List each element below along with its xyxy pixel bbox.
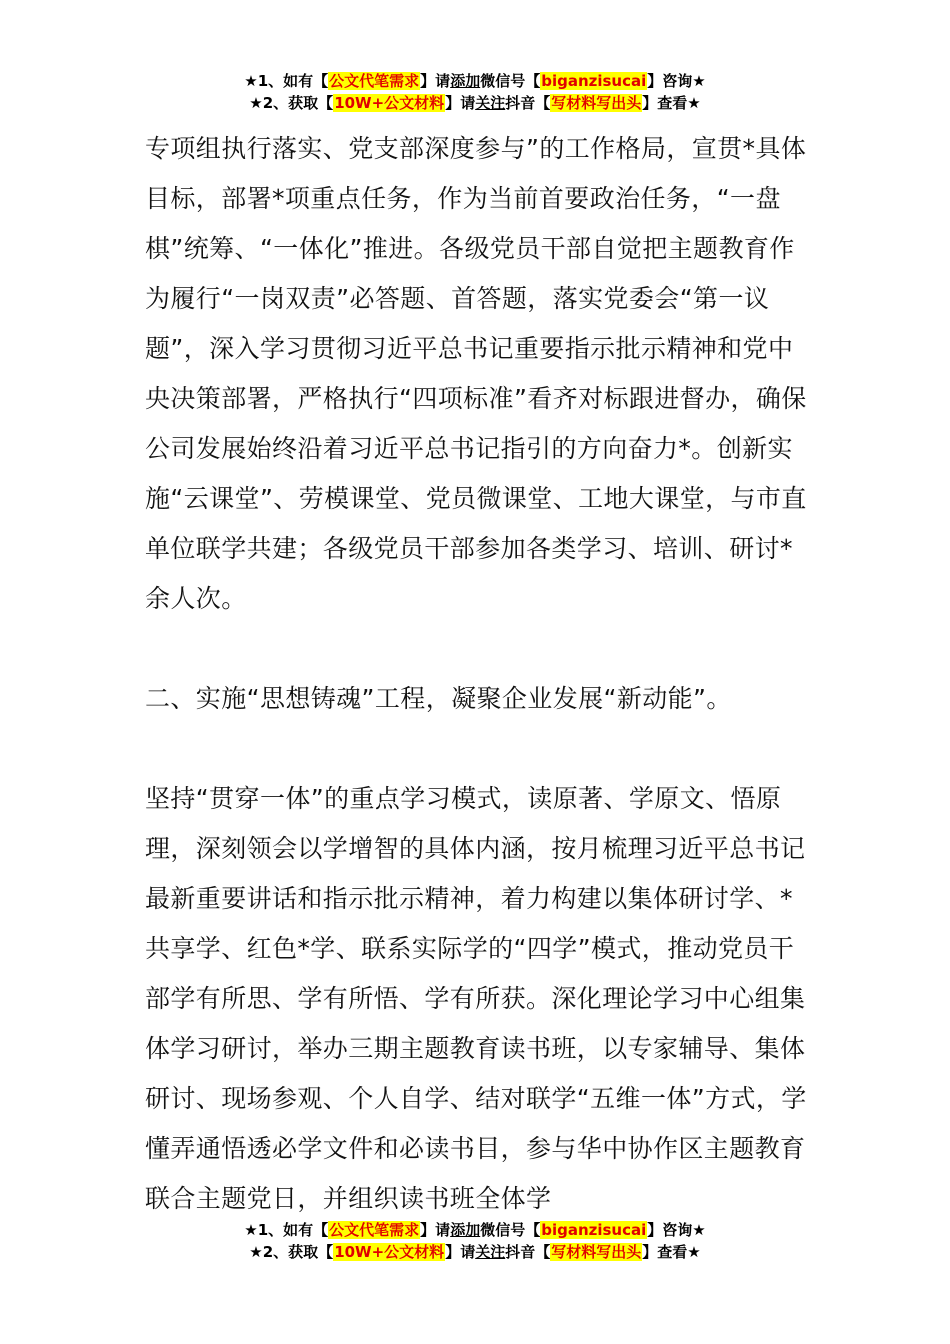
footer-2-mid: 】请 — [445, 1243, 476, 1261]
banner-2-underline: 关注 — [475, 94, 506, 112]
footer-banner — [0, 1219, 950, 1263]
banner-1-mid2: 微信号【 — [480, 72, 541, 90]
footer-2-prefix: ★2、获取【 — [249, 1243, 334, 1261]
banner-2-mid2: 抖音【 — [505, 94, 551, 112]
banner-1-highlight-service: 公文代笔需求 — [329, 72, 420, 90]
document-body — [145, 124, 809, 1224]
footer-2-suffix: 】查看★ — [642, 1243, 701, 1261]
footer-2-underline: 关注 — [475, 1243, 506, 1261]
banner-1-prefix: ★1、如有【 — [244, 72, 329, 90]
banner-1-wechat-id: biganzisucai — [541, 72, 647, 90]
banner-1-suffix: 】咨询★ — [647, 72, 706, 90]
banner-2-prefix: ★2、获取【 — [249, 94, 334, 112]
footer-1-suffix: 】咨询★ — [647, 1221, 706, 1239]
footer-line-2 — [0, 1241, 950, 1263]
section-heading-2: 二、实施“思想铸魂”工程，凝聚企业发展“新动能”。 — [145, 684, 732, 713]
footer-2-mid2: 抖音【 — [505, 1243, 551, 1261]
banner-2-highlight-materials: 10W+公文材料 — [334, 94, 445, 112]
banner-1-mid: 】请 — [420, 72, 451, 90]
banner-line-2 — [0, 92, 950, 114]
footer-1-mid: 】请 — [420, 1221, 451, 1239]
banner-1-underline: 添加 — [450, 72, 481, 90]
footer-2-douyin-id: 写材料写出头 — [551, 1243, 642, 1261]
header-banner — [0, 70, 950, 114]
banner-2-mid: 】请 — [445, 94, 476, 112]
paragraph-2: 坚持“贯穿一体”的重点学习模式，读原著、学原文、悟原理，深刻领会以学增智的具体内涵，按月梳理习近平总书记最新重要讲话和指示批示精神，着力构建以集体研讨学、*共享学、红色*学、联系实际学的“四学”模式，推动党员干部学有所思、学有所悟、学有所获。深化理论学习中心组集体学习研讨，举办三期主题教育读书班，以专家辅导、集体研讨、现场参观、个人自学、结对联学“五维一体”方式，学懂弄通悟透必学文件和必读书目，参与华中协作区主题教育联合主题党日，并组织读书班全体学 — [145, 784, 807, 1213]
footer-1-underline: 添加 — [450, 1221, 481, 1239]
footer-2-highlight-materials: 10W+公文材料 — [334, 1243, 445, 1261]
footer-1-highlight-service: 公文代笔需求 — [329, 1221, 420, 1239]
banner-2-douyin-id: 写材料写出头 — [551, 94, 642, 112]
banner-line-1 — [0, 70, 950, 92]
paragraph-1: 专项组执行落实、党支部深度参与”的工作格局，宣贯*具体目标，部署*项重点任务，作为当前首要政治任务，“一盘棋”统筹、“一体化”推进。各级党员干部自觉把主题教育作为履行“一岗双责”必答题、首答题，落实党委会“第一议题”，深入学习贯彻习近平总书记重要指示批示精神和党中央决策部署，严格执行“四项标准”看齐对标跟进督办，确保公司发展始终沿着习近平总书记指引的方向奋力*。创新实施“云课堂”、劳模课堂、党员微课堂、工地大课堂，与市直单位联学共建；各级党员干部参加各类学习、培训、研讨*余人次。 — [145, 134, 807, 613]
footer-1-prefix: ★1、如有【 — [244, 1221, 329, 1239]
banner-2-suffix: 】查看★ — [642, 94, 701, 112]
footer-1-mid2: 微信号【 — [480, 1221, 541, 1239]
footer-line-1 — [0, 1219, 950, 1241]
footer-1-wechat-id: biganzisucai — [541, 1221, 647, 1239]
